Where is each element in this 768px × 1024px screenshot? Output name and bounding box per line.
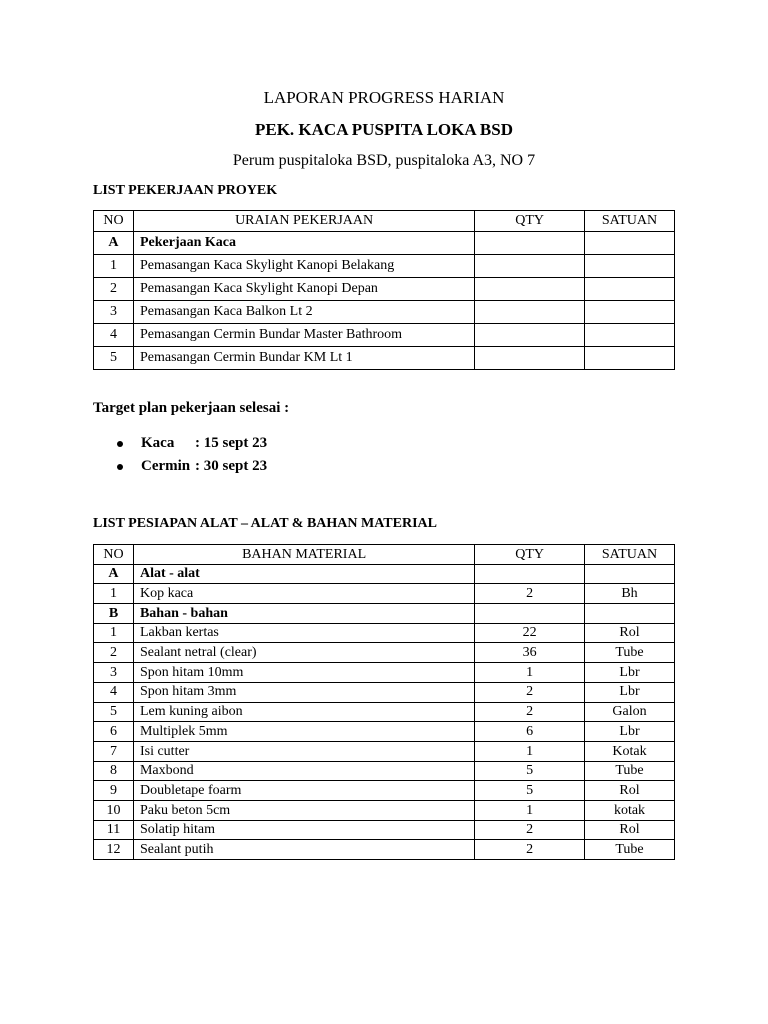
- table-row: [94, 623, 675, 643]
- row-number: 10: [94, 800, 134, 820]
- column-header: URAIAN PEKERJAAN: [133, 211, 474, 232]
- row-number: 9: [94, 781, 134, 801]
- row-qty: 2: [475, 702, 585, 722]
- row-unit: Tube: [585, 643, 675, 663]
- row-qty: [475, 301, 585, 324]
- row-unit: Bh: [585, 584, 675, 604]
- row-description: Lem kuning aibon: [133, 702, 474, 722]
- row-unit: Tube: [585, 761, 675, 781]
- row-unit: Kotak: [585, 741, 675, 761]
- row-unit: Tube: [585, 840, 675, 860]
- row-qty: [475, 278, 585, 301]
- row-qty: 36: [475, 643, 585, 663]
- column-header: BAHAN MATERIAL: [133, 545, 474, 565]
- row-number: 12: [94, 840, 134, 860]
- row-description: Sealant putih: [133, 840, 474, 860]
- report-title: LAPORAN PROGRESS HARIAN: [263, 88, 505, 107]
- bullet-icon: [117, 441, 123, 447]
- table-row: [94, 232, 675, 255]
- target-label: Kaca: [141, 435, 175, 451]
- row-description: Sealant netral (clear): [133, 643, 474, 663]
- row-unit: Rol: [585, 820, 675, 840]
- row-qty: 22: [475, 623, 585, 643]
- row-number: 11: [94, 820, 134, 840]
- row-description: Spon hitam 3mm: [133, 682, 474, 702]
- table-row: [94, 663, 675, 683]
- column-header: NO: [94, 211, 134, 232]
- row-unit: [585, 278, 675, 301]
- row-qty: 1: [475, 800, 585, 820]
- table-row: [94, 820, 675, 840]
- row-qty: 2: [475, 840, 585, 860]
- row-description: Multiplek 5mm: [133, 722, 474, 742]
- table-row: [94, 741, 675, 761]
- project-title: PEK. KACA PUSPITA LOKA BSD: [254, 120, 514, 139]
- row-qty: [475, 324, 585, 347]
- row-description: Solatip hitam: [133, 820, 474, 840]
- materials-heading: LIST PESIAPAN ALAT – ALAT & BAHAN MATERIAL: [93, 516, 437, 531]
- row-number: 4: [94, 324, 134, 347]
- table-row: [94, 840, 675, 860]
- row-number: 3: [94, 663, 134, 683]
- column-header: SATUAN: [585, 211, 675, 232]
- row-number: B: [94, 604, 134, 624]
- row-description: Isi cutter: [133, 741, 474, 761]
- table-row: [94, 702, 675, 722]
- row-unit: Rol: [585, 781, 675, 801]
- row-qty: [475, 232, 585, 255]
- project-address: Perum puspitaloka BSD, puspitaloka A3, NO 7: [232, 152, 536, 169]
- table-row: [94, 781, 675, 801]
- row-qty: [475, 347, 585, 370]
- row-number: 6: [94, 722, 134, 742]
- row-unit: Lbr: [585, 663, 675, 683]
- row-qty: 2: [475, 682, 585, 702]
- row-unit: [585, 324, 675, 347]
- work-list-table: [93, 210, 675, 370]
- row-number: A: [94, 232, 134, 255]
- table-header-row: [94, 545, 675, 565]
- row-number: 8: [94, 761, 134, 781]
- row-unit: [585, 232, 675, 255]
- work-list-body: [94, 232, 675, 370]
- row-description: Doubletape foarm: [133, 781, 474, 801]
- row-qty: [475, 604, 585, 624]
- row-description: Alat - alat: [133, 564, 474, 584]
- row-description: Pekerjaan Kaca: [133, 232, 474, 255]
- table-row: [94, 564, 675, 584]
- bullet-icon: [117, 464, 123, 470]
- row-number: 3: [94, 301, 134, 324]
- table-row: [94, 682, 675, 702]
- row-unit: Rol: [585, 623, 675, 643]
- table-row: [94, 722, 675, 742]
- row-description: Pemasangan Cermin Bundar Master Bathroom: [133, 324, 474, 347]
- column-header: NO: [94, 545, 134, 565]
- work-list-heading: LIST PEKERJAAN PROYEK: [93, 183, 278, 198]
- row-description: Lakban kertas: [133, 623, 474, 643]
- row-qty: 6: [475, 722, 585, 742]
- row-description: Spon hitam 10mm: [133, 663, 474, 683]
- row-unit: [585, 255, 675, 278]
- row-number: 1: [94, 584, 134, 604]
- row-qty: 5: [475, 761, 585, 781]
- row-qty: 2: [475, 820, 585, 840]
- row-qty: [475, 564, 585, 584]
- row-unit: [585, 301, 675, 324]
- row-description: Kop kaca: [133, 584, 474, 604]
- table-row: [94, 255, 675, 278]
- row-number: 5: [94, 702, 134, 722]
- row-number: 1: [94, 255, 134, 278]
- row-qty: 2: [475, 584, 585, 604]
- row-description: Pemasangan Kaca Balkon Lt 2: [133, 301, 474, 324]
- materials-body: [94, 564, 675, 859]
- table-row: [94, 278, 675, 301]
- row-description: Paku beton 5cm: [133, 800, 474, 820]
- row-unit: [585, 604, 675, 624]
- table-row: [94, 584, 675, 604]
- materials-table: [93, 544, 675, 860]
- table-row: [94, 324, 675, 347]
- row-qty: 1: [475, 741, 585, 761]
- row-unit: Lbr: [585, 682, 675, 702]
- row-unit: kotak: [585, 800, 675, 820]
- row-description: Pemasangan Kaca Skylight Kanopi Belakang: [133, 255, 474, 278]
- column-header: SATUAN: [585, 545, 675, 565]
- row-number: 4: [94, 682, 134, 702]
- row-unit: Lbr: [585, 722, 675, 742]
- row-unit: [585, 347, 675, 370]
- list-item: [93, 455, 267, 478]
- row-number: 7: [94, 741, 134, 761]
- column-header: QTY: [475, 211, 585, 232]
- row-description: Bahan - bahan: [133, 604, 474, 624]
- table-row: [94, 347, 675, 370]
- row-unit: [585, 564, 675, 584]
- table-row: [94, 800, 675, 820]
- table-row: [94, 761, 675, 781]
- row-description: Maxbond: [133, 761, 474, 781]
- row-qty: 5: [475, 781, 585, 801]
- list-item: [93, 432, 267, 455]
- table-row: [94, 301, 675, 324]
- row-description: Pemasangan Cermin Bundar KM Lt 1: [133, 347, 474, 370]
- row-description: Pemasangan Kaca Skylight Kanopi Depan: [133, 278, 474, 301]
- target-plan-heading: Target plan pekerjaan selesai :: [93, 400, 290, 416]
- table-row: [94, 643, 675, 663]
- target-date: : 15 sept 23: [195, 435, 268, 451]
- row-qty: 1: [475, 663, 585, 683]
- target-label: Cermin: [141, 458, 191, 474]
- row-number: 2: [94, 278, 134, 301]
- target-date: : 30 sept 23: [195, 458, 268, 474]
- row-qty: [475, 255, 585, 278]
- table-row: [94, 604, 675, 624]
- row-number: A: [94, 564, 134, 584]
- table-header-row: [94, 211, 675, 232]
- row-number: 1: [94, 623, 134, 643]
- row-unit: Galon: [585, 702, 675, 722]
- column-header: QTY: [475, 545, 585, 565]
- target-plan-list: [93, 432, 267, 478]
- row-number: 5: [94, 347, 134, 370]
- row-number: 2: [94, 643, 134, 663]
